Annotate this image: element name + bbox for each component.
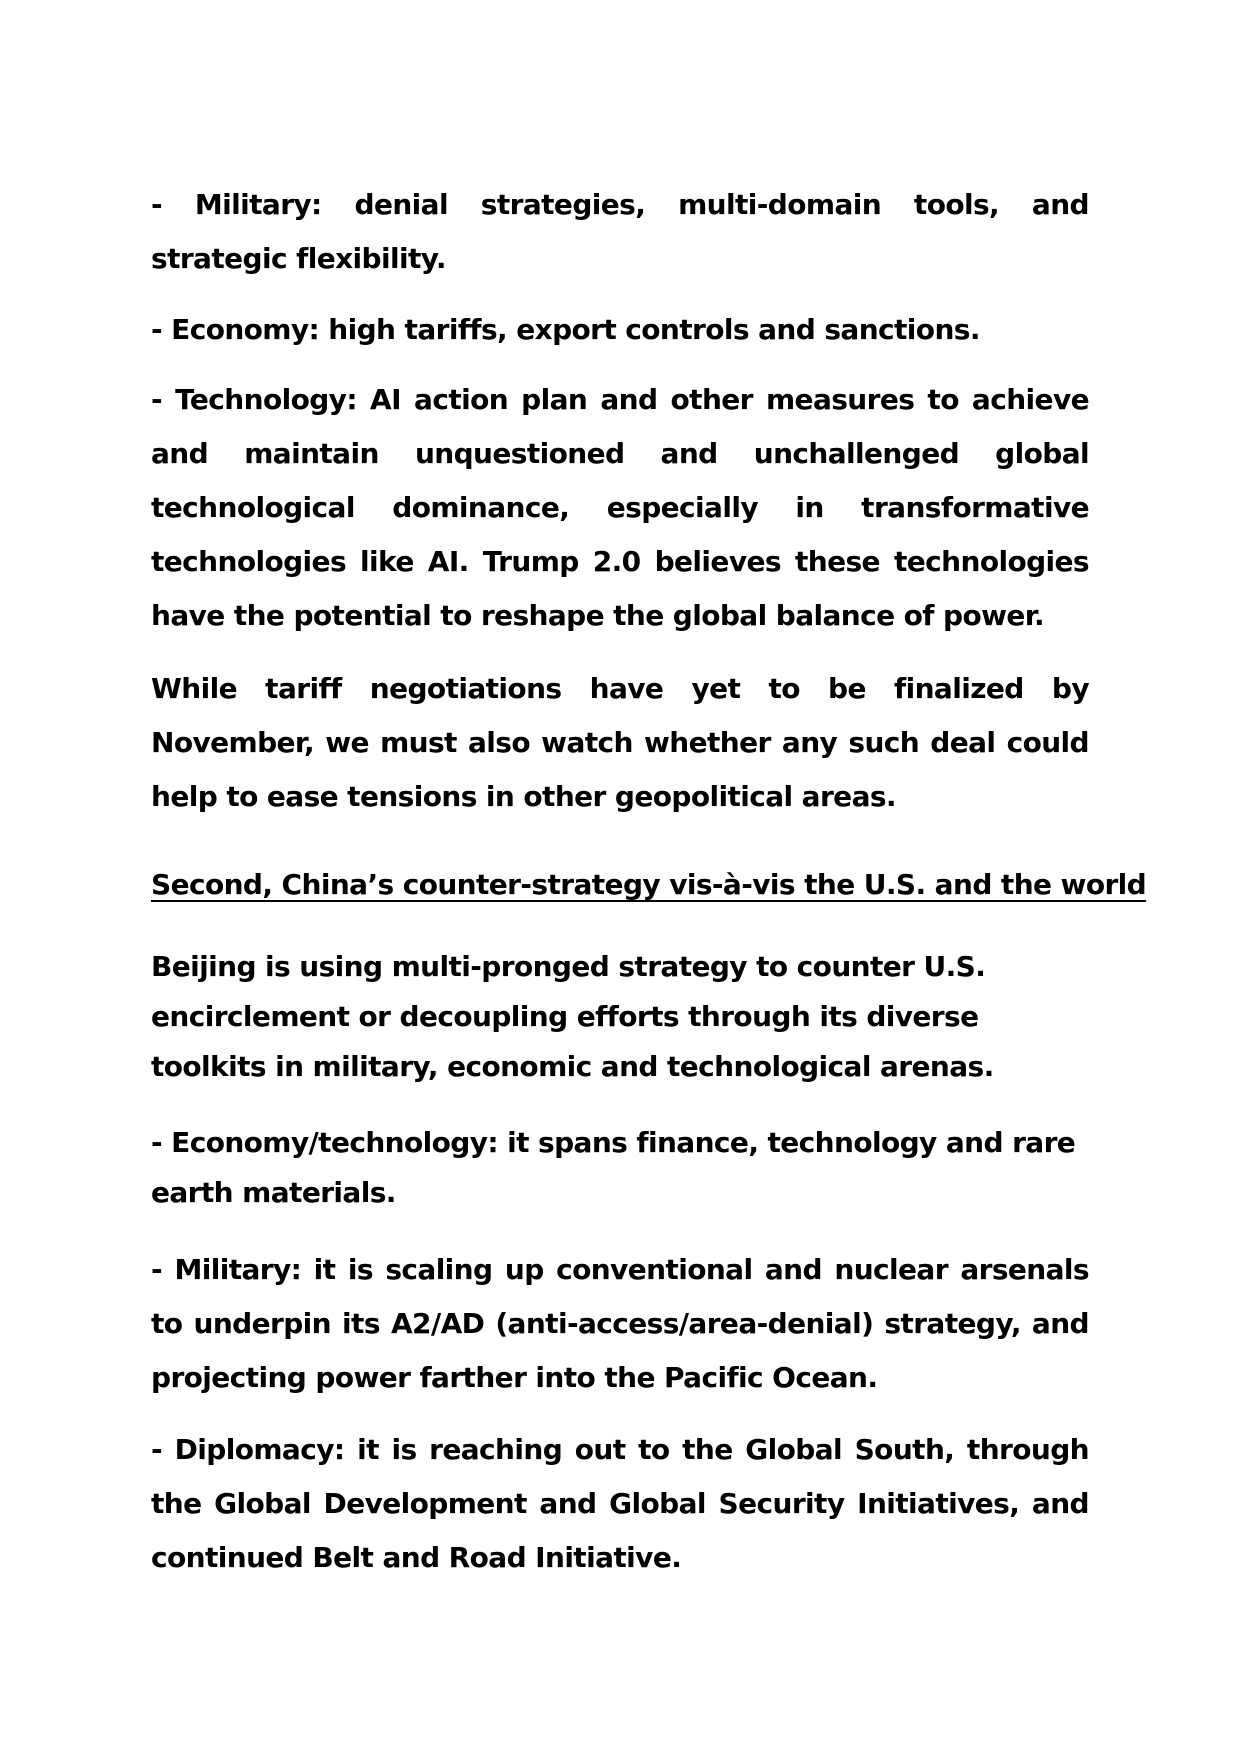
paragraph-china-economy-technology: - Economy/technology: it spans finance, technology and rare earth materials. [151, 1126, 1076, 1209]
paragraph-china-intro: Beijing is using multi-pronged strategy to counter U.S. encirclement or decoupling efforts through its diverse toolkits in military, economic and technological arenas. [151, 950, 994, 1083]
paragraph-china-diplomacy: - Diplomacy: it is reaching out to the Global South, through the Global Development and Global Security Initiatives, and continued Belt and Road Initiative. [151, 1433, 1089, 1574]
paragraph-china-military: - Military: it is scaling up conventional and nuclear arsenals to underpin its A2/AD (anti-access/area-denial) strategy, and projecting power farther into the Pacific Ocean. [151, 1253, 1089, 1394]
section-heading-text: Second, China’s counter-strategy vis-à-vis the U.S. and the world [151, 868, 1147, 901]
paragraph-tariff-negotiations: While tariff negotiations have yet to be finalized by November, we must also watch whether any such deal could help to ease tensions in other geopolitical areas. [151, 672, 1089, 813]
section-heading [151, 858, 1146, 912]
paragraph-technology-us: - Technology: AI action plan and other measures to achieve and maintain unquestioned and unchallenged global technological dominance, especially in transformative technologies like AI. Trump 2.0 believes these technologies have the potential to reshape the global balance of power. [151, 383, 1089, 632]
paragraph-military-us: - Military: denial strategies, multi-domain tools, and strategic flexibility. [151, 188, 1089, 275]
paragraph-economy-us: - Economy: high tariffs, export controls and sanctions. [151, 313, 980, 346]
